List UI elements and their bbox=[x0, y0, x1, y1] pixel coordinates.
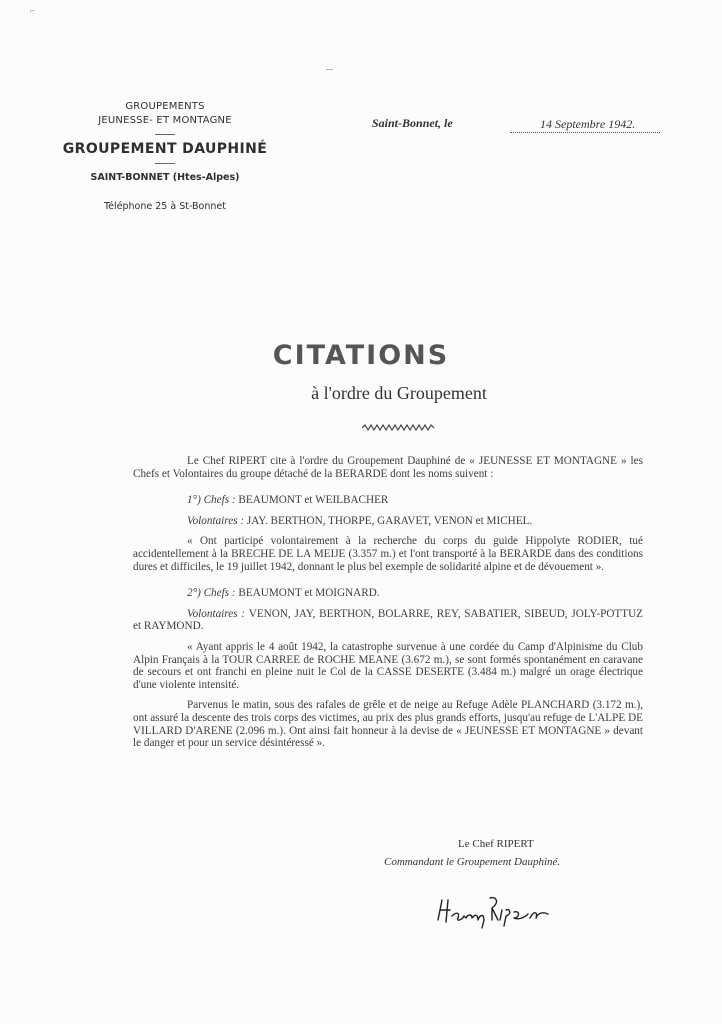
corner-mark: ⌐ bbox=[30, 6, 36, 17]
section-2-volunteers bbox=[133, 608, 643, 633]
section-1-volunteers bbox=[133, 515, 643, 528]
handwritten-signature bbox=[434, 890, 554, 930]
volunteers-names: VENON, JAY, BERTHON, BOLARRE, REY, SABATIER, SIBEUD, JOLY-POTTUZ et RAYMOND. bbox=[133, 607, 643, 633]
place-label: Saint-Bonnet, le bbox=[372, 116, 453, 130]
date-value: 14 Septembre 1942. bbox=[540, 117, 636, 131]
letterhead-divider-2 bbox=[155, 163, 175, 164]
volunteers-label: Volontaires : bbox=[187, 607, 246, 620]
page-mark: -- bbox=[326, 64, 333, 75]
section-2-citation-part-1: « Ayant appris le 4 août 1942, la catastrophe survenue à une cordée du Camp d'Alpinisme du Club Alpin Français à la TOUR CARREE de ROCHE MEANE (3.672 m.), se sont formés spontanément en caravane de secours et ont franchi en pleine nuit le Col de la CASSE DESERTE (3.484 m.) malgré un orage électrique d'une violente intensité. bbox=[133, 640, 643, 691]
section-1-citation: « Ont participé volontairement à la recherche du corps du guide Hippolyte RODIER, tué accidentellement à la BRECHE DE LA MEIJE (3.357 m.) et l'ont transporté à la BERARDE dans des conditions dures et difficiles, le 19 juillet 1942, donnant le plus bel exemple de solidarité alpine et de dévouement ». bbox=[133, 535, 643, 573]
letterhead bbox=[52, 100, 278, 212]
signatory-role: Commandant le Groupement Dauphiné. bbox=[384, 856, 561, 868]
document-title: CITATIONS bbox=[272, 340, 450, 371]
org-line-1: GROUPEMENTS bbox=[125, 101, 205, 112]
chefs-names: BEAUMONT et MOIGNARD. bbox=[238, 587, 380, 600]
document-subtitle: à l'ordre du Groupement bbox=[311, 383, 487, 403]
letterhead-divider bbox=[155, 134, 175, 135]
section-1-chefs bbox=[133, 494, 643, 507]
wavy-divider bbox=[362, 424, 436, 432]
signatory-name: Le Chef RIPERT bbox=[458, 838, 534, 850]
group-name: GROUPEMENT DAUPHINÉ bbox=[62, 141, 268, 157]
section-2-citation-part-2: Parvenus le matin, sous des rafales de grêle et de neige au Refuge Adèle PLANCHARD (3.172 m.), ont assuré la descente des trois corps des victimes, au prix des plus grands efforts, jusqu'au refuge de L'ALPE DE VILLARD D'ARENE (2.096 m.). Ont ainsi fait honneur à la devise de « JEUNESSE ET MONTAGNE » devant le danger et pour un service désintéressé ». bbox=[133, 699, 643, 750]
volunteers-names: JAY. BERTHON, THORPE, GARAVET, VENON et MICHEL. bbox=[246, 514, 533, 527]
intro-paragraph: Le Chef RIPERT cite à l'ordre du Groupement Dauphiné de « JEUNESSE ET MONTAGNE » les Chefs et Volontaires du groupe détaché de la BERARDE dont les noms suivent : bbox=[133, 455, 643, 480]
chefs-label: 2°) Chefs : bbox=[187, 587, 236, 600]
section-2-chefs bbox=[133, 587, 643, 600]
citation-body bbox=[133, 455, 643, 750]
chefs-names: BEAUMONT et WEILBACHER bbox=[238, 494, 389, 507]
chefs-label: 1°) Chefs : bbox=[187, 494, 236, 507]
org-line-2: JEUNESSE- ET MONTAGNE bbox=[98, 115, 232, 126]
town-address: SAINT-BONNET (Htes-Alpes) bbox=[90, 172, 240, 183]
phone-line: Téléphone 25 à St-Bonnet bbox=[103, 201, 226, 212]
volunteers-label: Volontaires : bbox=[187, 514, 245, 527]
